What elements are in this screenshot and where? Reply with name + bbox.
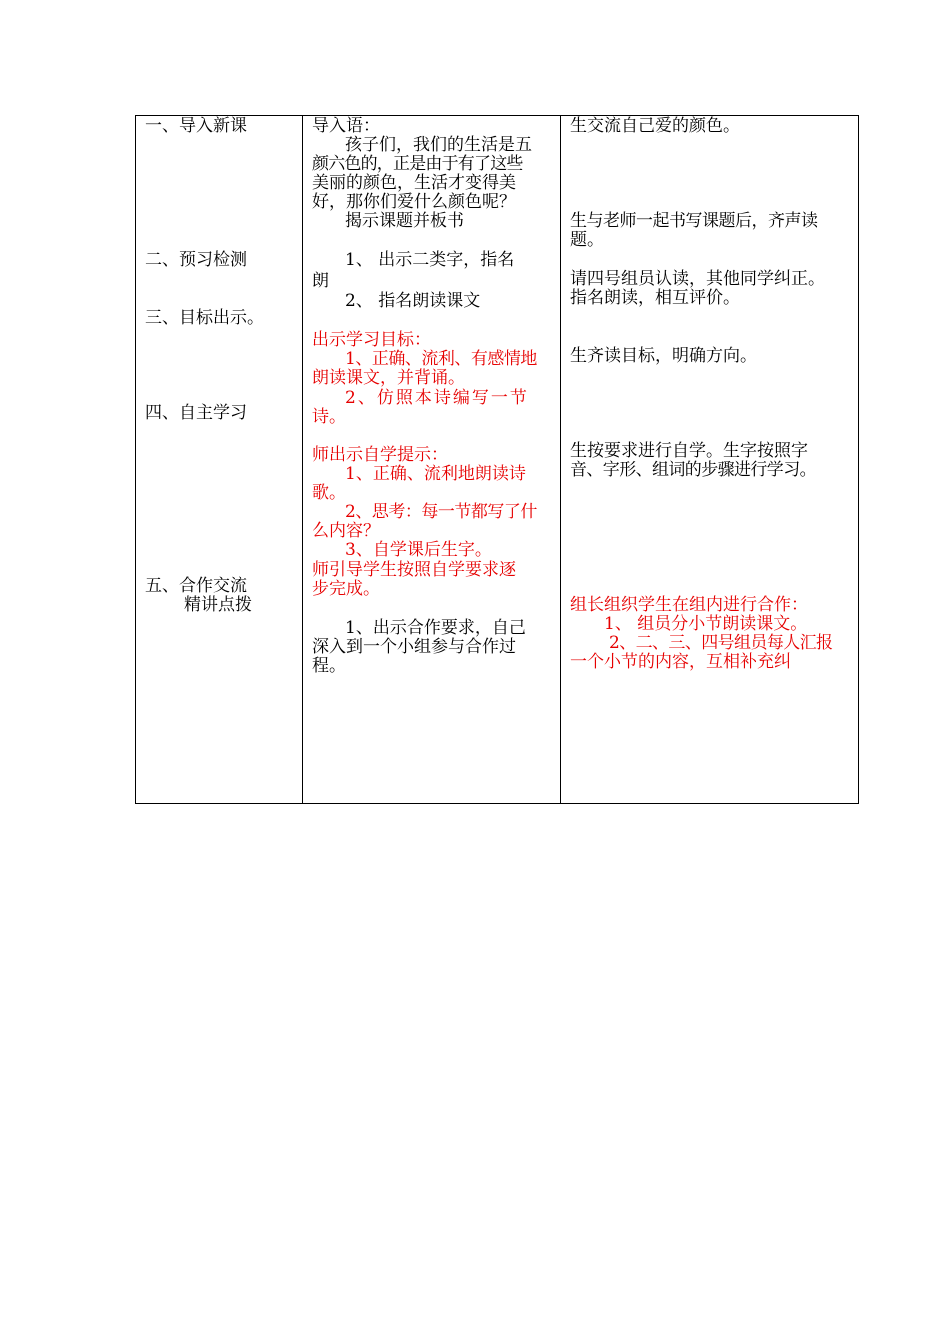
preview-item: 1、 出示二类字，指名 — [345, 250, 515, 270]
self-study-item: 么内容？ — [312, 521, 380, 541]
goal-item: 1、正确、流利、有感情地 — [345, 349, 537, 369]
guide-text: 师引导学生按照自学要求逐 — [312, 560, 516, 580]
step-cooperation-sub: 精讲点拨 — [184, 595, 252, 615]
student-activity: 生按要求进行自学。生字按照字 — [570, 441, 808, 461]
column-divider-1 — [302, 116, 303, 803]
step-goal-display: 三、目标出示。 — [145, 308, 264, 328]
preview-item: 朗 — [312, 271, 329, 291]
group-activity: 1、 组员分小节朗读课文。 — [604, 614, 808, 634]
intro-text: 颜六色的，正是由于有了这些 — [312, 154, 523, 174]
self-study-label: 师出示自学提示： — [312, 445, 448, 465]
preview-item: 2、 指名朗读课文 — [345, 291, 481, 311]
self-study-item: 1、正确、流利地朗读诗 — [345, 464, 526, 484]
intro-text: 孩子们，我们的生活是五 — [345, 135, 532, 155]
goal-item: 朗读课文，并背诵。 — [312, 368, 465, 388]
student-activity: 生交流自己爱的颜色。 — [570, 116, 740, 136]
step-intro-new-lesson: 一、导入新课 — [145, 116, 247, 136]
student-activity: 生与老师一起书写课题后，齐声读 — [570, 211, 818, 231]
intro-label: 导入语： — [312, 116, 380, 136]
group-activity: 一个小节的内容，互相补充纠 — [570, 652, 791, 672]
goal-label: 出示学习目标： — [312, 330, 431, 350]
coop-item: 1、出示合作要求，自己 — [345, 618, 526, 638]
step-preview-check: 二、预习检测 — [145, 250, 247, 270]
step-self-study: 四、自主学习 — [145, 403, 247, 423]
student-activity: 音、字形、组词的步骤进行学习。 — [570, 460, 816, 480]
student-activity: 请四号组员认读，其他同学纠正。 — [570, 269, 825, 289]
student-activity: 生齐读目标，明确方向。 — [570, 346, 757, 366]
intro-text: 好，那你们爱什么颜色呢？ — [312, 192, 516, 212]
self-study-item: 3、自学课后生字。 — [345, 540, 492, 560]
coop-item: 程。 — [312, 656, 346, 676]
guide-text: 步完成。 — [312, 579, 380, 599]
student-activity: 题。 — [570, 230, 604, 250]
group-activity: 2、二、三、四号组员每人汇报 — [609, 633, 833, 653]
goal-item: 2、仿照本诗编写一节 — [345, 388, 529, 408]
step-cooperation: 五、合作交流 — [145, 576, 247, 596]
reveal-topic: 揭示课题并板书 — [345, 211, 464, 231]
column-divider-2 — [560, 116, 561, 803]
group-activity: 组长组织学生在组内进行合作： — [570, 595, 808, 615]
student-activity: 指名朗读，相互评价。 — [570, 288, 740, 308]
self-study-item: 歌。 — [312, 483, 346, 503]
self-study-item: 2、思考：每一节都写了什 — [345, 502, 537, 522]
intro-text: 美丽的颜色，生活才变得美 — [312, 173, 516, 193]
goal-item: 诗。 — [312, 407, 346, 427]
coop-item: 深入到一个小组参与合作过 — [312, 637, 516, 657]
